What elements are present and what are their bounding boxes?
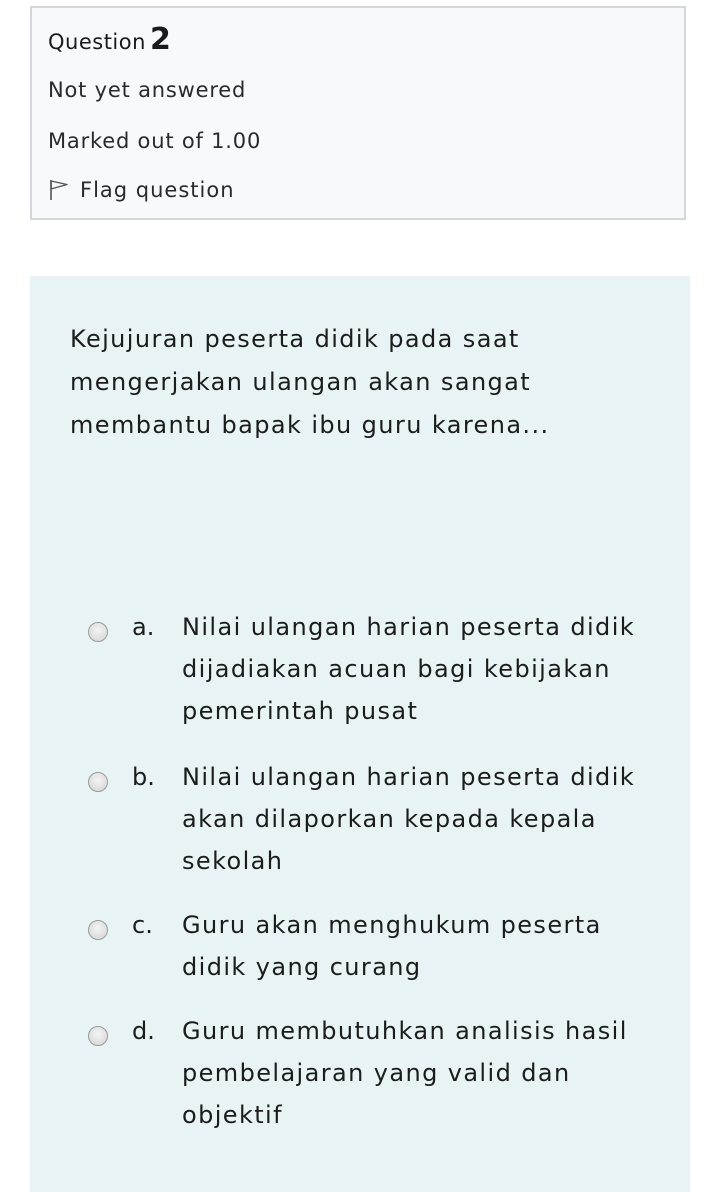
radio-c[interactable] (88, 920, 108, 940)
answer-letter: d. (132, 1017, 155, 1045)
question-number: 2 (149, 22, 172, 57)
radio-d[interactable] (88, 1026, 108, 1046)
flag-question-label: Flag question (80, 178, 235, 202)
answer-text: Nilai ulangan harian peserta didik dijadiakan acuan bagi kebijakan pemerintah pusat (182, 613, 636, 725)
question-status: Not yet answered (48, 78, 247, 102)
question-text: Kejujuran peserta didik pada saat mengerjakan ulangan akan sangat membantu bapak ibu guru karena... (70, 325, 550, 439)
radio-a[interactable] (88, 622, 108, 642)
answer-text: Nilai ulangan harian peserta didik akan dilaporkan kepada kepala sekolah (182, 763, 636, 875)
flag-icon (48, 178, 70, 202)
answer-text: Guru membutuhkan analisis hasil pembelajaran yang valid dan objektif (182, 1017, 628, 1129)
answer-letter: c. (132, 911, 153, 939)
radio-b[interactable] (88, 772, 108, 792)
answer-letter: a. (132, 613, 155, 641)
question-info-panel (30, 6, 686, 220)
question-heading (48, 22, 171, 57)
flag-question-button[interactable] (48, 178, 235, 202)
question-label: Question (48, 30, 146, 54)
answer-text: Guru akan menghukum peserta didik yang curang (182, 911, 602, 981)
answer-letter: b. (132, 763, 155, 791)
question-content (30, 276, 690, 1192)
question-marks: Marked out of 1.00 (48, 129, 262, 153)
